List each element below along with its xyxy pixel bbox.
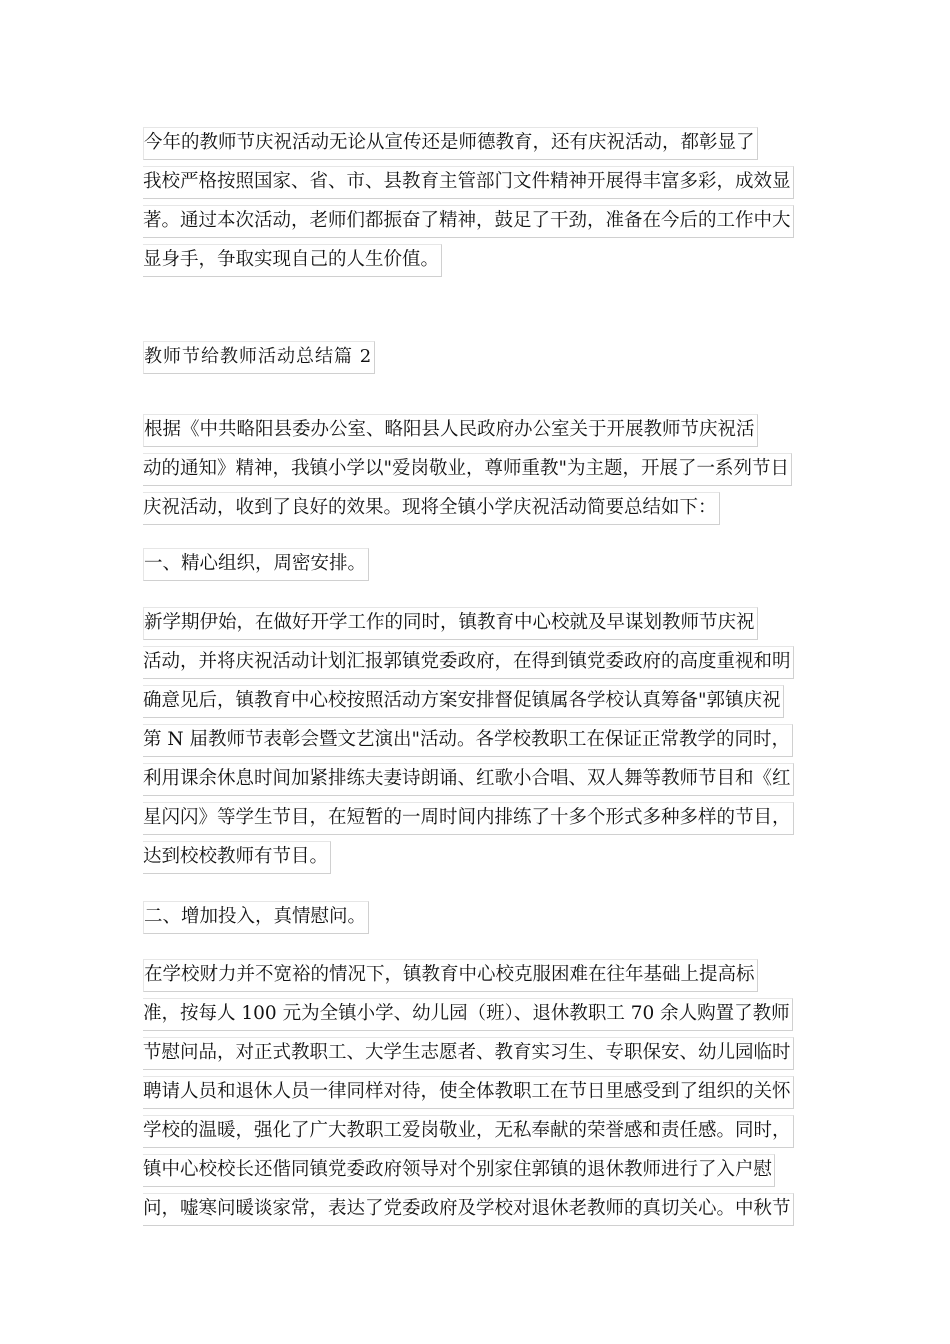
text-line: 利用课余休息时间加紧排练夫妻诗朗诵、红歌小合唱、双人舞等教师节目和《红 [143,760,807,799]
text-line: 活动，并将庆祝活动计划汇报郭镇党委政府，在得到镇党委政府的高度重视和明 [143,643,807,682]
text-line: 一、精心组织，周密安排。 [143,545,807,584]
text-line: 我校严格按照国家、省、市、县教育主管部门文件精神开展得丰富多彩，成效显 [143,163,807,202]
text-line: 著。通过本次活动，老师们都振奋了精神，鼓足了干劲，准备在今后的工作中大 [143,202,807,241]
paragraph-investment [143,956,807,1229]
text-line: 聘请人员和退休人员一律同样对待，使全体教职工在节日里感受到了组织的关怀 [143,1073,807,1112]
section-heading [143,338,807,377]
text-line: 问，嘘寒问暖谈家常，表达了党委政府及学校对退休老教师的真切关心。中秋节 [143,1190,807,1229]
text-line: 今年的教师节庆祝活动无论从宣传还是师德教育，还有庆祝活动，都彰显了 [143,124,807,163]
paragraph-summary [143,124,807,280]
subsection-title-2 [143,898,807,937]
text-line: 第 N 届教师节表彰会暨文艺演出"活动。各学校教职工在保证正常教学的同时， [143,721,807,760]
subsection-title-1 [143,545,807,584]
text-line: 准，按每人 100 元为全镇小学、幼儿园（班）、退休教职工 70 余人购置了教师 [143,995,807,1034]
text-line: 星闪闪》等学生节目，在短暂的一周时间内排练了十多个形式多种多样的节目， [143,799,807,838]
text-line: 动的通知》精神，我镇小学以"爱岗敬业，尊师重教"为主题，开展了一系列节日 [143,450,807,489]
text-line: 新学期伊始，在做好开学工作的同时，镇教育中心校就及早谋划教师节庆祝 [143,604,807,643]
heading-line: 教师节给教师活动总结篇 2 [143,338,807,377]
paragraph-organization [143,604,807,877]
text-line: 根据《中共略阳县委办公室、略阳县人民政府办公室关于开展教师节庆祝活 [143,411,807,450]
text-line: 庆祝活动，收到了良好的效果。现将全镇小学庆祝活动简要总结如下： [143,489,807,528]
text-line: 确意见后，镇教育中心校按照活动方案安排督促镇属各学校认真筹备"郭镇庆祝 [143,682,807,721]
text-line: 在学校财力并不宽裕的情况下，镇教育中心校克服困难在往年基础上提高标 [143,956,807,995]
text-line: 学校的温暖，强化了广大教职工爱岗敬业，无私奉献的荣誉感和责任感。同时， [143,1112,807,1151]
text-line: 达到校校教师有节目。 [143,838,807,877]
text-line: 二、增加投入，真情慰问。 [143,898,807,937]
text-line: 显身手，争取实现自己的人生价值。 [143,241,807,280]
text-line: 节慰问品，对正式教职工、大学生志愿者、教育实习生、专职保安、幼儿园临时 [143,1034,807,1073]
paragraph-intro [143,411,807,528]
text-line: 镇中心校校长还偕同镇党委政府领导对个别家住郭镇的退休教师进行了入户慰 [143,1151,807,1190]
